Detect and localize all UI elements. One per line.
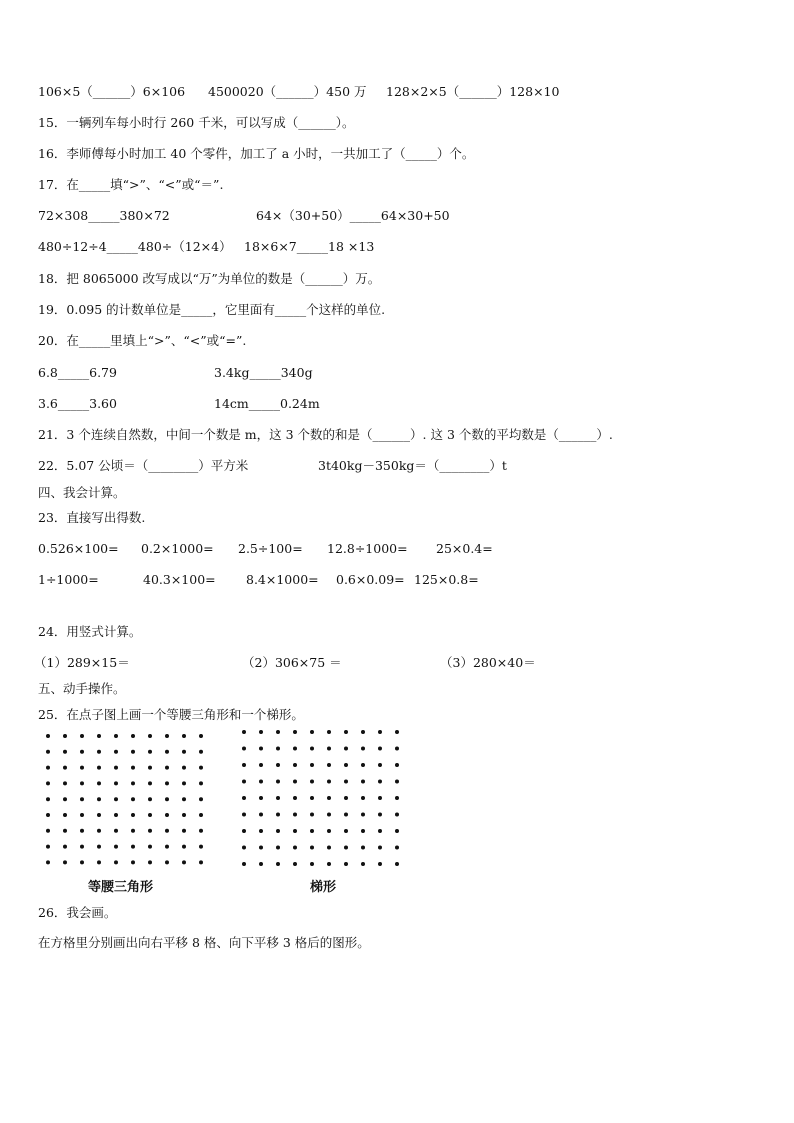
grid-dot bbox=[199, 813, 203, 817]
question-20: 20．在_____里填上“>”、“<”或“=”. bbox=[38, 333, 247, 348]
grid-dot bbox=[276, 747, 280, 751]
compare-item: 3.6_____3.60 bbox=[38, 396, 117, 411]
grid-dot bbox=[148, 766, 152, 770]
grid-dot bbox=[327, 829, 331, 833]
grid-dot bbox=[131, 845, 135, 849]
grid-dot bbox=[148, 797, 152, 801]
grid-dot bbox=[199, 829, 203, 833]
question-22-part: 3t40kg－350kg＝（________）t bbox=[318, 458, 507, 473]
grid-dot bbox=[97, 813, 101, 817]
grid-dot bbox=[165, 829, 169, 833]
grid-dot bbox=[46, 734, 50, 738]
grid-dot bbox=[242, 796, 246, 800]
grid-dot bbox=[395, 796, 399, 800]
grid-dot bbox=[131, 750, 135, 754]
grid-dot bbox=[361, 862, 365, 866]
grid-dot bbox=[46, 750, 50, 754]
compare-item: 18×6×7_____18 ×13 bbox=[244, 239, 375, 254]
grid-dot bbox=[242, 846, 246, 850]
grid-dot bbox=[131, 860, 135, 864]
grid-dot bbox=[327, 796, 331, 800]
calc-item: 125×0.8= bbox=[414, 572, 479, 587]
grid-dot bbox=[310, 747, 314, 751]
grid-dot bbox=[378, 730, 382, 734]
grid-dot bbox=[361, 730, 365, 734]
grid-dot bbox=[395, 780, 399, 784]
grid-dot bbox=[293, 796, 297, 800]
grid-dot bbox=[361, 846, 365, 850]
grid-dot bbox=[46, 829, 50, 833]
grid-dot bbox=[148, 781, 152, 785]
grid-dot bbox=[378, 796, 382, 800]
calc-item: 2.5÷100= bbox=[238, 541, 303, 556]
grid-dot bbox=[276, 846, 280, 850]
question-26-text: 在方格里分别画出向右平移 8 格、向下平移 3 格后的图形。 bbox=[38, 935, 370, 950]
calc-item: 1÷1000= bbox=[38, 572, 99, 587]
grid-dot bbox=[182, 845, 186, 849]
question-17: 17．在_____填“>”、“<”或“＝”. bbox=[38, 177, 224, 192]
grid-dot bbox=[46, 813, 50, 817]
grid-dot bbox=[80, 845, 84, 849]
question-25: 25．在点子图上画一个等腰三角形和一个梯形。 bbox=[38, 707, 304, 722]
grid-dot bbox=[97, 781, 101, 785]
question-19: 19．0.095 的计数单位是_____，它里面有_____个这样的单位. bbox=[38, 302, 386, 317]
grid-dot bbox=[63, 845, 67, 849]
grid-dot bbox=[293, 829, 297, 833]
grid-dot bbox=[327, 763, 331, 767]
grid-dot bbox=[242, 829, 246, 833]
grid-dot bbox=[242, 763, 246, 767]
grid-dot bbox=[114, 829, 118, 833]
calc-item: 0.526×100= bbox=[38, 541, 119, 556]
grid-dot bbox=[344, 829, 348, 833]
grid-dot bbox=[46, 797, 50, 801]
grid-dot bbox=[327, 780, 331, 784]
grid-dot bbox=[114, 813, 118, 817]
grid-dot bbox=[182, 860, 186, 864]
grid-dot bbox=[259, 862, 263, 866]
grid-dot bbox=[97, 734, 101, 738]
calc-item: （3）280×40＝ bbox=[440, 655, 536, 670]
grid-dot bbox=[327, 862, 331, 866]
grid-dot bbox=[344, 796, 348, 800]
compare-item: 128×2×5（______）128×10 bbox=[386, 84, 560, 99]
compare-item: 6.8_____6.79 bbox=[38, 365, 117, 380]
grid-dot bbox=[242, 813, 246, 817]
grid-dot bbox=[63, 766, 67, 770]
grid-dot bbox=[361, 780, 365, 784]
grid-dot bbox=[361, 747, 365, 751]
compare-item: 3.4kg_____340g bbox=[214, 365, 313, 380]
grid-dot bbox=[97, 829, 101, 833]
grid-dot bbox=[199, 766, 203, 770]
grid-dot bbox=[344, 813, 348, 817]
grid-dot bbox=[182, 766, 186, 770]
grid-dot bbox=[97, 750, 101, 754]
grid-dot bbox=[199, 845, 203, 849]
grid-dot bbox=[148, 813, 152, 817]
grid-dot bbox=[395, 730, 399, 734]
grid-dot bbox=[80, 813, 84, 817]
grid-dot bbox=[182, 734, 186, 738]
grid-dot bbox=[80, 766, 84, 770]
grid-dot bbox=[63, 781, 67, 785]
grid-dot bbox=[242, 747, 246, 751]
grid-dot bbox=[344, 747, 348, 751]
grid-dot bbox=[395, 846, 399, 850]
grid-dot bbox=[80, 734, 84, 738]
grid-dot bbox=[165, 750, 169, 754]
grid-dot bbox=[131, 734, 135, 738]
grid-dot bbox=[148, 829, 152, 833]
grid-dot bbox=[361, 829, 365, 833]
grid-dot bbox=[310, 846, 314, 850]
question-15: 15．一辆列车每小时行 260 千米，可以写成（______）。 bbox=[38, 115, 355, 130]
grid-dot bbox=[276, 730, 280, 734]
question-18: 18．把 8065000 改写成以“万”为单位的数是（______）万。 bbox=[38, 271, 381, 286]
question-22-part: 22．5.07 公顷＝（________）平方米 bbox=[38, 458, 249, 473]
grid-dot bbox=[63, 860, 67, 864]
grid-dot bbox=[293, 813, 297, 817]
compare-item: 106×5（______）6×106 bbox=[38, 84, 186, 99]
grid-dot bbox=[327, 747, 331, 751]
grid-dot bbox=[276, 796, 280, 800]
grid-dot bbox=[148, 750, 152, 754]
grid-dot bbox=[395, 829, 399, 833]
grid-dot bbox=[199, 781, 203, 785]
grid-dot bbox=[310, 813, 314, 817]
grid-dot bbox=[80, 860, 84, 864]
grid-dot bbox=[131, 766, 135, 770]
section-4-heading: 四、我会计算。 bbox=[38, 485, 126, 500]
compare-item: 72×308_____380×72 bbox=[38, 208, 170, 223]
grid-dot bbox=[344, 780, 348, 784]
grid-dot bbox=[378, 813, 382, 817]
grid-dot bbox=[242, 780, 246, 784]
grid-dot bbox=[199, 750, 203, 754]
grid-dot bbox=[97, 845, 101, 849]
grid-dot bbox=[165, 797, 169, 801]
grid-dot bbox=[114, 860, 118, 864]
dot-grid-left[interactable] bbox=[40, 728, 210, 868]
grid-dot bbox=[259, 780, 263, 784]
grid-dot bbox=[165, 845, 169, 849]
grid-dot bbox=[310, 780, 314, 784]
grid-dot bbox=[97, 860, 101, 864]
calc-item: 0.2×1000= bbox=[141, 541, 214, 556]
grid-dot bbox=[259, 796, 263, 800]
grid-dot bbox=[378, 862, 382, 866]
question-16: 16．李师傅每小时加工 40 个零件，加工了 a 小时，一共加工了（_____）个。 bbox=[38, 146, 475, 161]
compare-item: 480÷12÷4_____480÷（12×4） bbox=[38, 239, 232, 254]
grid-dot bbox=[293, 730, 297, 734]
grid-dot bbox=[344, 862, 348, 866]
dot-grid-right[interactable] bbox=[236, 724, 406, 870]
grid-dot bbox=[293, 780, 297, 784]
grid-dot bbox=[80, 797, 84, 801]
compare-item: 64×（30+50）_____64×30+50 bbox=[256, 208, 450, 223]
grid-dot bbox=[165, 734, 169, 738]
grid-dot bbox=[395, 813, 399, 817]
grid-dot bbox=[46, 845, 50, 849]
grid-dot bbox=[310, 796, 314, 800]
grid-dot bbox=[344, 763, 348, 767]
grid-dot bbox=[327, 730, 331, 734]
grid-dot bbox=[114, 845, 118, 849]
grid-dot bbox=[242, 730, 246, 734]
grid-dot bbox=[199, 860, 203, 864]
grid-dot bbox=[182, 750, 186, 754]
question-21: 21．3 个连续自然数，中间一个数是 m，这 3 个数的和是（______）. 这 3 个数的平均数是（______）. bbox=[38, 427, 613, 442]
grid-dot bbox=[310, 730, 314, 734]
grid-dot bbox=[310, 862, 314, 866]
grid-dot bbox=[148, 734, 152, 738]
grid-dot bbox=[378, 846, 382, 850]
grid-dot bbox=[63, 734, 67, 738]
grid-dot bbox=[361, 813, 365, 817]
caption-isosceles-triangle: 等腰三角形 bbox=[88, 880, 154, 895]
question-23: 23．直接写出得数. bbox=[38, 510, 146, 525]
calc-item: 0.6×0.09= bbox=[336, 572, 405, 587]
grid-dot bbox=[63, 750, 67, 754]
question-24: 24．用竖式计算。 bbox=[38, 624, 142, 639]
grid-dot bbox=[97, 766, 101, 770]
grid-dot bbox=[395, 763, 399, 767]
caption-trapezoid: 梯形 bbox=[310, 880, 337, 895]
grid-dot bbox=[182, 829, 186, 833]
grid-dot bbox=[242, 862, 246, 866]
grid-dot bbox=[131, 813, 135, 817]
grid-dot bbox=[361, 796, 365, 800]
grid-dot bbox=[259, 813, 263, 817]
grid-dot bbox=[148, 845, 152, 849]
grid-dot bbox=[131, 781, 135, 785]
grid-dot bbox=[114, 734, 118, 738]
grid-dot bbox=[80, 781, 84, 785]
grid-dot bbox=[131, 829, 135, 833]
grid-dot bbox=[361, 763, 365, 767]
grid-dot bbox=[46, 860, 50, 864]
grid-dot bbox=[165, 781, 169, 785]
grid-dot bbox=[131, 797, 135, 801]
grid-dot bbox=[114, 797, 118, 801]
grid-dot bbox=[114, 766, 118, 770]
question-26: 26．我会画。 bbox=[38, 905, 117, 920]
calc-item: （2）306×75 ＝ bbox=[242, 655, 342, 670]
grid-dot bbox=[378, 780, 382, 784]
grid-dot bbox=[114, 750, 118, 754]
grid-dot bbox=[293, 747, 297, 751]
calc-item: 12.8÷1000= bbox=[327, 541, 408, 556]
grid-dot bbox=[276, 813, 280, 817]
calc-item: 40.3×100= bbox=[143, 572, 216, 587]
calc-item: （1）289×15＝ bbox=[34, 655, 130, 670]
grid-dot bbox=[378, 747, 382, 751]
grid-dot bbox=[63, 797, 67, 801]
grid-dot bbox=[395, 862, 399, 866]
grid-dot bbox=[199, 734, 203, 738]
grid-dot bbox=[80, 829, 84, 833]
grid-dot bbox=[165, 813, 169, 817]
grid-dot bbox=[293, 763, 297, 767]
grid-dot bbox=[378, 763, 382, 767]
grid-dot bbox=[327, 813, 331, 817]
grid-dot bbox=[310, 829, 314, 833]
grid-dot bbox=[165, 860, 169, 864]
grid-dot bbox=[259, 730, 263, 734]
grid-dot bbox=[395, 747, 399, 751]
grid-dot bbox=[182, 797, 186, 801]
grid-dot bbox=[165, 766, 169, 770]
grid-dot bbox=[182, 781, 186, 785]
grid-dot bbox=[97, 797, 101, 801]
calc-item: 8.4×1000= bbox=[246, 572, 319, 587]
grid-dot bbox=[199, 797, 203, 801]
grid-dot bbox=[344, 730, 348, 734]
grid-dot bbox=[63, 829, 67, 833]
grid-dot bbox=[46, 766, 50, 770]
grid-dot bbox=[182, 813, 186, 817]
grid-dot bbox=[276, 862, 280, 866]
grid-dot bbox=[276, 763, 280, 767]
grid-dot bbox=[63, 813, 67, 817]
grid-dot bbox=[378, 829, 382, 833]
grid-dot bbox=[259, 763, 263, 767]
grid-dot bbox=[293, 862, 297, 866]
grid-dot bbox=[276, 780, 280, 784]
grid-dot bbox=[310, 763, 314, 767]
grid-dot bbox=[80, 750, 84, 754]
compare-item: 14cm_____0.24m bbox=[214, 396, 320, 411]
grid-dot bbox=[259, 829, 263, 833]
calc-item: 25×0.4= bbox=[436, 541, 493, 556]
grid-dot bbox=[46, 781, 50, 785]
grid-dot bbox=[259, 747, 263, 751]
grid-dot bbox=[344, 846, 348, 850]
grid-dot bbox=[259, 846, 263, 850]
grid-dot bbox=[114, 781, 118, 785]
grid-dot bbox=[148, 860, 152, 864]
grid-dot bbox=[327, 846, 331, 850]
compare-item: 4500020（______）450 万 bbox=[208, 84, 367, 99]
grid-dot bbox=[276, 829, 280, 833]
section-5-heading: 五、动手操作。 bbox=[38, 681, 126, 696]
grid-dot bbox=[293, 846, 297, 850]
